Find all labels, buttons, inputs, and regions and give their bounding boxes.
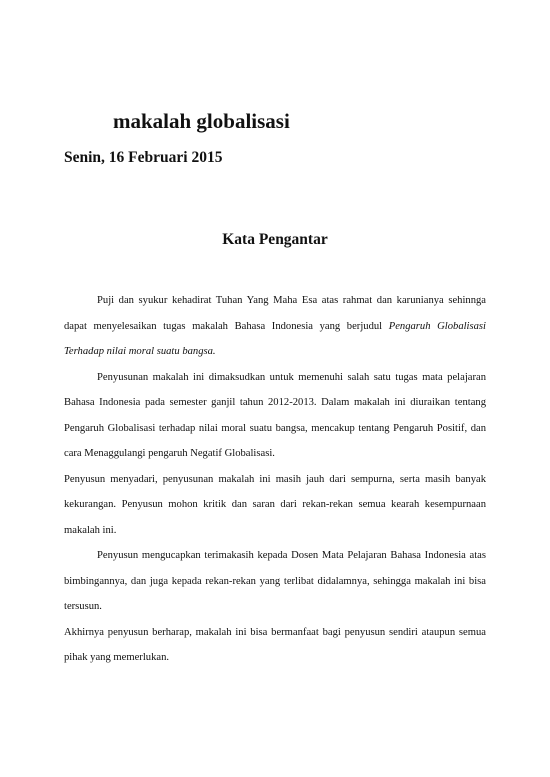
document-body (64, 288, 486, 671)
paragraph-3: Penyusun menyadari, penyusunan makalah ini masih jauh dari sempurna, serta masih banyak kekurangan. Penyusun mohon kritik dan saran dari rekan-rekan semua kearah kesempurnaan makalah ini. (64, 473, 486, 536)
paragraph-1-italic-title: Pengaruh Globalisasi Terhadap nilai moral suatu bangsa. (64, 320, 486, 357)
paragraph-2: Penyusunan makalah ini dimaksudkan untuk memenuhi salah satu tugas mata pelajaran Bahasa Indonesia pada semester ganjil tahun 2012-2013. Dalam makalah ini diuraikan tentang Pengaruh Globalisasi terhadap nilai moral suatu bangsa, mencakup tentang Pengaruh Positif, dan cara Menaggulangi pengaruh Negatif Globalisasi. (64, 371, 486, 459)
section-heading: Kata Pengantar (222, 231, 328, 248)
paragraph-5: Akhirnya penyusun berharap, makalah ini bisa bermanfaat bagi penyusun sendiri ataupun semua pihak yang memerlukan. (64, 626, 486, 663)
paragraph-4: Penyusun mengucapkan terimakasih kepada Dosen Mata Pelajaran Bahasa Indonesia atas bimbingannya, dan juga kepada rekan-rekan yang terlibat didalamnya, sehingga makalah ini bisa tersusun. (64, 550, 486, 612)
paragraph-1-text: Puji dan syukur kehadirat Tuhan Yang Maha Esa atas rahmat dan karunianya sehinnga dapat menyelesaikan tugas makalah Bahasa Indonesia yang berjudul (64, 295, 486, 332)
paragraph-1 (64, 288, 486, 365)
document-title: makalah globalisasi (113, 109, 290, 133)
document-date: Senin, 16 Februari 2015 (64, 149, 223, 166)
